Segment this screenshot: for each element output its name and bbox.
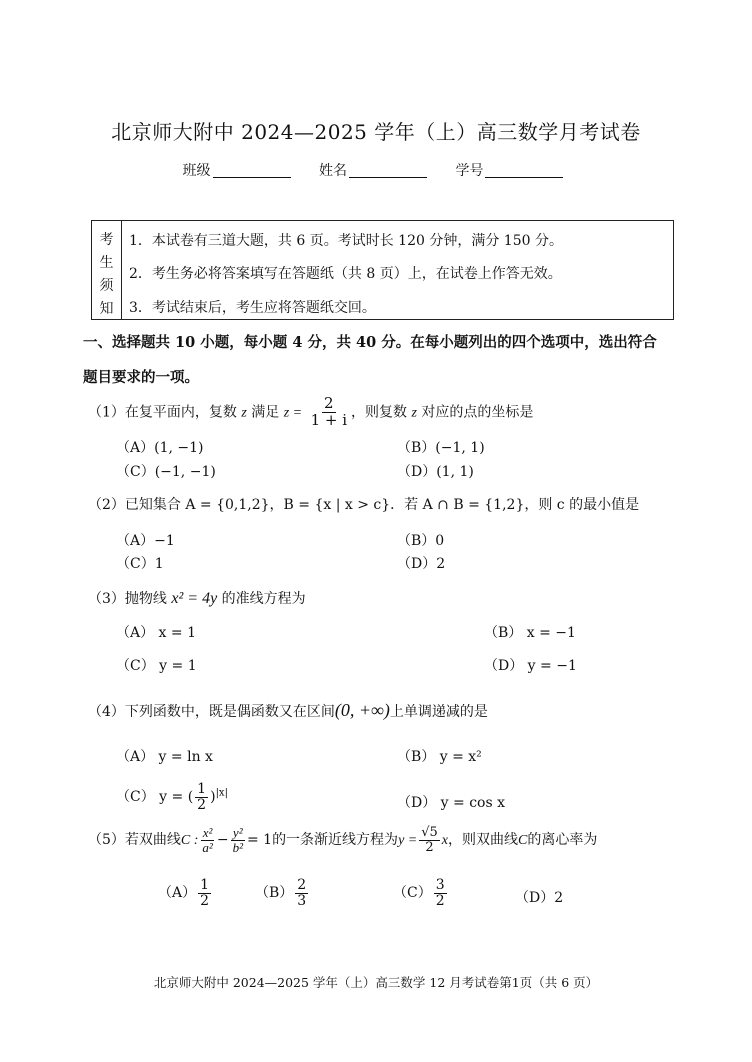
section-heading: 一、选择题共 10 小题，每小题 4 分，共 40 分。在每小题列出的四个选项中，选出符合	[83, 334, 657, 351]
question-5-option-d: （D）2	[515, 890, 564, 906]
question-2-option-b: （B）0	[397, 533, 445, 549]
notice-side-char: 生	[99, 255, 114, 271]
question-4-option-b: （B） y = x²	[397, 749, 482, 765]
question-3-option-b: （B） x = −1	[484, 625, 576, 641]
notice-side-char: 考	[99, 232, 114, 248]
name-label: 姓名	[319, 163, 347, 179]
exam-title: 北京师大附中 2024—2025 学年（上）高三数学月考试卷	[111, 120, 641, 144]
question-1-option-a: （A）(1, −1)	[116, 440, 204, 456]
question-3-option-d: （D） y = −1	[484, 658, 577, 674]
question-4-stem: （4）下列函数中，既是偶函数又在区间(0, +∞)上单调递减的是	[88, 700, 488, 720]
page-footer: 北京师大附中 2024—2025 学年（上）高三数学 12 月考试卷第1页（共 6 页）	[153, 975, 599, 990]
section-heading-cont: 题目要求的一项。	[83, 369, 199, 386]
notice-side-char: 须	[99, 278, 114, 294]
class-label: 班级	[182, 163, 211, 179]
question-3-option-c: （C） y = 1	[116, 658, 197, 674]
class-blank	[213, 163, 291, 178]
question-2-stem: （2）已知集合 A = {0,1,2}，B = {x | x > c}．若 A ∩ B = {1,2}，则 c 的最小值是	[88, 497, 640, 513]
notice-side-char: 知	[99, 301, 114, 317]
id-blank	[485, 163, 563, 178]
student-info-row	[0, 160, 752, 180]
question-1-option-b: （B）(−1, 1)	[397, 440, 485, 456]
question-3-option-a: （A） x = 1	[116, 625, 196, 641]
question-5-stem: （5）若双曲线C : $\frac{\text{x²}}{\text{a²}}$ − $\frac{\text{y²}}{\text{b²}}$ = 1的一条渐近线方程为y = $\frac{√5}{2}$ x，则双曲线C的离心率为	[88, 825, 598, 855]
question-5-option-c: （C） $\frac{3}{2}$	[393, 877, 445, 909]
question-4-option-a: （A） y = ln x	[116, 749, 213, 765]
question-5-option-b: （B） $\frac{2}{3}$	[255, 877, 307, 909]
notice-line: 1．本试卷有三道大题，共 6 页。考试时长 120 分钟，满分 150 分。	[129, 233, 563, 249]
notice-side-label	[92, 221, 122, 319]
question-2-option-c: （C）1	[116, 556, 164, 572]
question-5-option-a: （A） $\frac{1}{2}$	[158, 877, 210, 909]
question-4-option-d: （D） y = cos x	[397, 795, 506, 811]
exam-notice-box	[91, 220, 674, 320]
question-3-stem: （3）抛物线 x² = 4y 的准线方程为	[88, 590, 306, 607]
question-4-option-c: （C） y = ( $\frac{1}{2}$ )$^{|x|}$	[116, 781, 228, 813]
notice-line: 2．考生务必将答案填写在答题纸（共 8 页）上，在试卷上作答无效。	[129, 266, 562, 282]
question-1-option-c: （C）(−1, −1)	[116, 464, 216, 480]
notice-line: 3．考试结束后，考生应将答题纸交回。	[129, 300, 376, 316]
question-2-option-a: （A）−1	[116, 533, 175, 549]
id-label: 学号	[455, 163, 484, 179]
question-1-stem: （1）在复平面内，复数 z 满足 z = $\frac{2}{1 + i}$ ，则复数 z 对应的点的坐标是	[88, 394, 534, 429]
question-2-option-d: （D）2	[397, 556, 446, 572]
name-blank	[349, 163, 427, 178]
question-1-option-d: （D）(1, 1)	[397, 464, 474, 480]
